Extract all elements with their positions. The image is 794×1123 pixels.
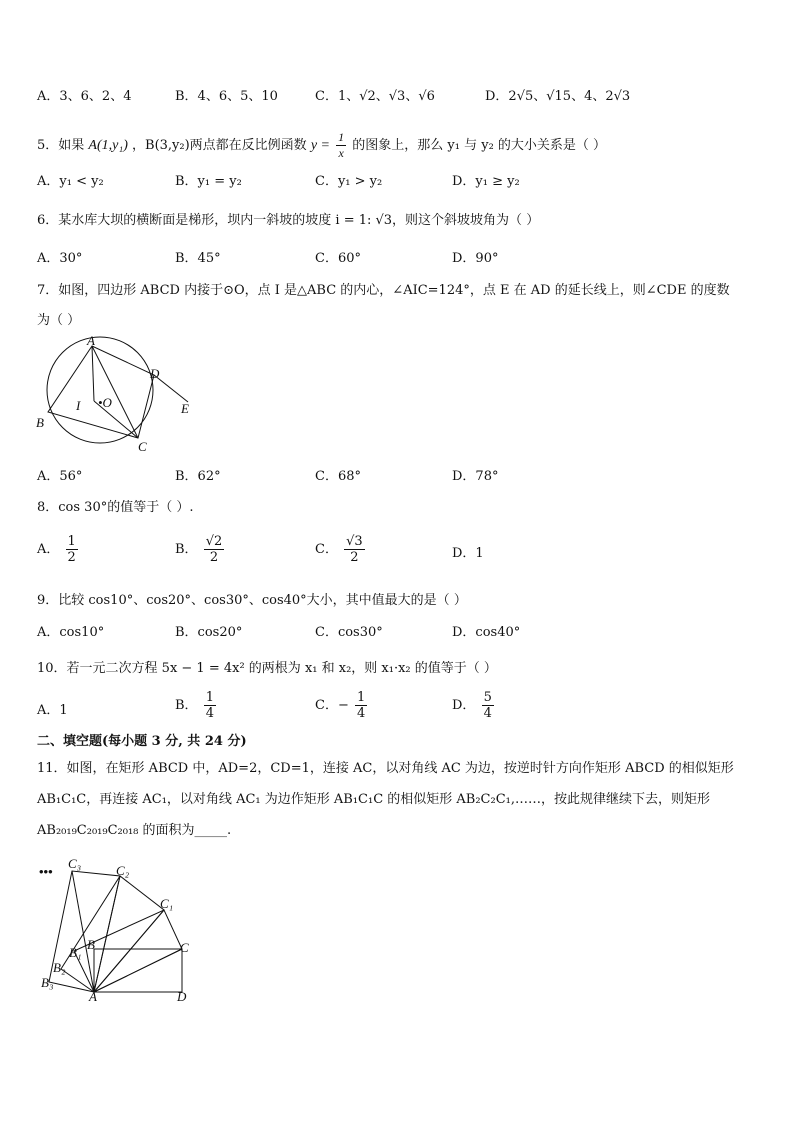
q7-line-ai xyxy=(92,346,94,401)
q11-label-c1: C₁ xyxy=(160,896,174,911)
q8-c-prefix: C． xyxy=(315,542,338,557)
q6-option-c: C．60° xyxy=(315,251,361,266)
q9-option-a: A．cos10° xyxy=(37,625,105,640)
question-7-line1: 7．如图，四边形 ABCD 内接于⊙O，点 I 是△ABC 的内心，∠AIC=124°，点 E 在 AD 的延长线上，则∠CDE 的度数 xyxy=(37,283,730,298)
q9-option-c: C．cos30° xyxy=(315,625,383,640)
q7-label-c: C xyxy=(138,439,147,454)
q7-label-e: E xyxy=(181,401,189,416)
q7-label-d: D xyxy=(150,366,160,381)
q11-label-d: D xyxy=(177,989,187,1004)
q11-label-b: B xyxy=(87,937,95,952)
q8-c-den: 2 xyxy=(350,550,359,565)
question-5 xyxy=(37,130,606,161)
question-11-line1: 11．如图，在矩形 ABCD 中，AD=2，CD=1，连接 AC，以对角线 AC 为边，按逆时针方向作矩形 ABCD 的相似矩形 xyxy=(37,761,734,776)
q7-label-b: B xyxy=(36,415,44,430)
q10-option-d xyxy=(452,690,496,721)
q11-label-c2: C₂ xyxy=(116,863,130,878)
q5-frac-den: x xyxy=(338,146,344,160)
option-d-row0: D．2√5、√15、4、2√3 xyxy=(485,89,631,104)
q10-c-fraction xyxy=(355,690,367,721)
q10-b-den: 4 xyxy=(205,706,214,721)
question-8: 8．cos 30°的值等于（ ）. xyxy=(37,500,194,515)
q7-figure xyxy=(30,335,200,460)
q10-d-fraction xyxy=(482,690,494,721)
q10-c-prefix: C．− xyxy=(315,698,349,713)
q7-label-i: I xyxy=(76,398,81,413)
question-11-line3: AB₂₀₁₉C₂₀₁₉C₂₀₁₈ 的面积为_____. xyxy=(37,823,232,838)
q5-option-a: A．y₁ < y₂ xyxy=(37,174,104,189)
q5-func: y = xyxy=(310,138,330,153)
q5-num: 5．如果 xyxy=(37,138,85,153)
q8-c-num: √3 xyxy=(346,534,363,549)
q5-frac-num: 1 xyxy=(338,130,345,144)
q5-option-c: C．y₁ > y₂ xyxy=(315,174,383,189)
q5-option-b: B．y₁ = y₂ xyxy=(175,174,242,189)
q11-label-b1: B₁ xyxy=(69,945,82,960)
q7-quadrilateral xyxy=(48,346,154,438)
question-7-line2: 为（ ） xyxy=(37,313,81,328)
q11-diag-ac1 xyxy=(94,910,164,992)
q11-label-a: A xyxy=(89,989,97,1004)
q7-option-c: C．68° xyxy=(315,469,361,484)
q10-d-num: 5 xyxy=(483,690,492,705)
q10-c-num: 1 xyxy=(356,690,366,705)
q5-fraction xyxy=(336,130,346,161)
q7-option-a: A．56° xyxy=(37,469,83,484)
q7-option-b: B．62° xyxy=(175,469,221,484)
q6-option-b: B．45° xyxy=(175,251,221,266)
q11-label-c3: C₃ xyxy=(68,856,82,871)
q8-a-num: 1 xyxy=(67,534,76,549)
q8-option-c xyxy=(315,534,367,565)
q11-label-b2: B₂ xyxy=(53,960,66,975)
q7-label-a: A xyxy=(87,335,95,348)
option-c-row0: C．1、√2、√3、√6 xyxy=(315,89,435,104)
question-6: 6．某水库大坝的横断面是梯形，坝内一斜坡的坡度 i = 1: √3，则这个斜坡坡角为（ ） xyxy=(37,213,540,228)
q8-b-num: √2 xyxy=(205,534,223,549)
q8-a-prefix: A． xyxy=(37,542,60,557)
q5-mid: ，B(3,y₂)两点都在反比例函数 xyxy=(132,138,307,153)
q11-label-b3: B₃ xyxy=(41,975,54,990)
q11-label-dots: ••• xyxy=(39,864,53,879)
question-11-line2: AB₁C₁C，再连接 AC₁，以对角线 AC₁ 为边作矩形 AB₁C₁C 的相似矩形 AB₂C₂C₁,……，按此规律继续下去，则矩形 xyxy=(37,792,711,807)
q8-c-fraction xyxy=(344,534,365,565)
q7-line-ac xyxy=(92,346,138,438)
q11-label-c: C xyxy=(180,940,189,955)
q5-point-a: A(1,y₁) xyxy=(88,138,128,153)
q8-b-den: 2 xyxy=(209,550,219,565)
q8-b-prefix: B． xyxy=(175,542,198,557)
q8-a-den: 2 xyxy=(67,550,76,565)
q6-option-a: A．30° xyxy=(37,251,83,266)
q10-b-num: 1 xyxy=(205,690,214,705)
q11-diag-ac3 xyxy=(72,871,94,992)
q7-option-d: D．78° xyxy=(452,469,499,484)
question-9: 9．比较 cos10°、cos20°、cos30°、cos40°大小，其中值最大的是（ ） xyxy=(37,593,467,608)
q10-option-b xyxy=(175,690,218,721)
option-a-row0: A．3、6、2、4 xyxy=(37,89,132,104)
q8-b-fraction xyxy=(204,534,225,565)
q10-c-den: 4 xyxy=(356,706,366,721)
q10-option-a: A．1 xyxy=(37,703,68,718)
question-10: 10．若一元二次方程 5x − 1 = 4x² 的两根为 x₁ 和 x₂，则 x₁·x₂ 的值等于（ ） xyxy=(37,661,497,676)
q8-option-d: D．1 xyxy=(452,546,484,561)
q8-a-fraction xyxy=(66,534,78,565)
q11-diag-ac2 xyxy=(94,876,120,992)
q6-option-d: D．90° xyxy=(452,251,499,266)
option-b-row0: B．4、6、5、10 xyxy=(175,89,278,104)
q8-option-a xyxy=(37,534,80,565)
q5-tail: 的图象上，那么 y₁ 与 y₂ 的大小关系是（ ） xyxy=(352,138,607,153)
q7-label-o: •O xyxy=(98,395,112,410)
q8-option-b xyxy=(175,534,226,565)
section-fill-in-heading: 二、填空题(每小题 3 分, 共 24 分) xyxy=(37,734,247,749)
q10-b-fraction xyxy=(204,690,216,721)
q10-option-c xyxy=(315,690,369,721)
q11-figure xyxy=(36,856,206,1006)
q11-diag-ac xyxy=(94,949,182,992)
q10-b-prefix: B． xyxy=(175,698,198,713)
q10-d-prefix: D． xyxy=(452,698,476,713)
q9-option-b: B．cos20° xyxy=(175,625,243,640)
q10-d-den: 4 xyxy=(483,706,492,721)
q9-option-d: D．cos40° xyxy=(452,625,521,640)
q5-option-d: D．y₁ ≥ y₂ xyxy=(452,174,520,189)
